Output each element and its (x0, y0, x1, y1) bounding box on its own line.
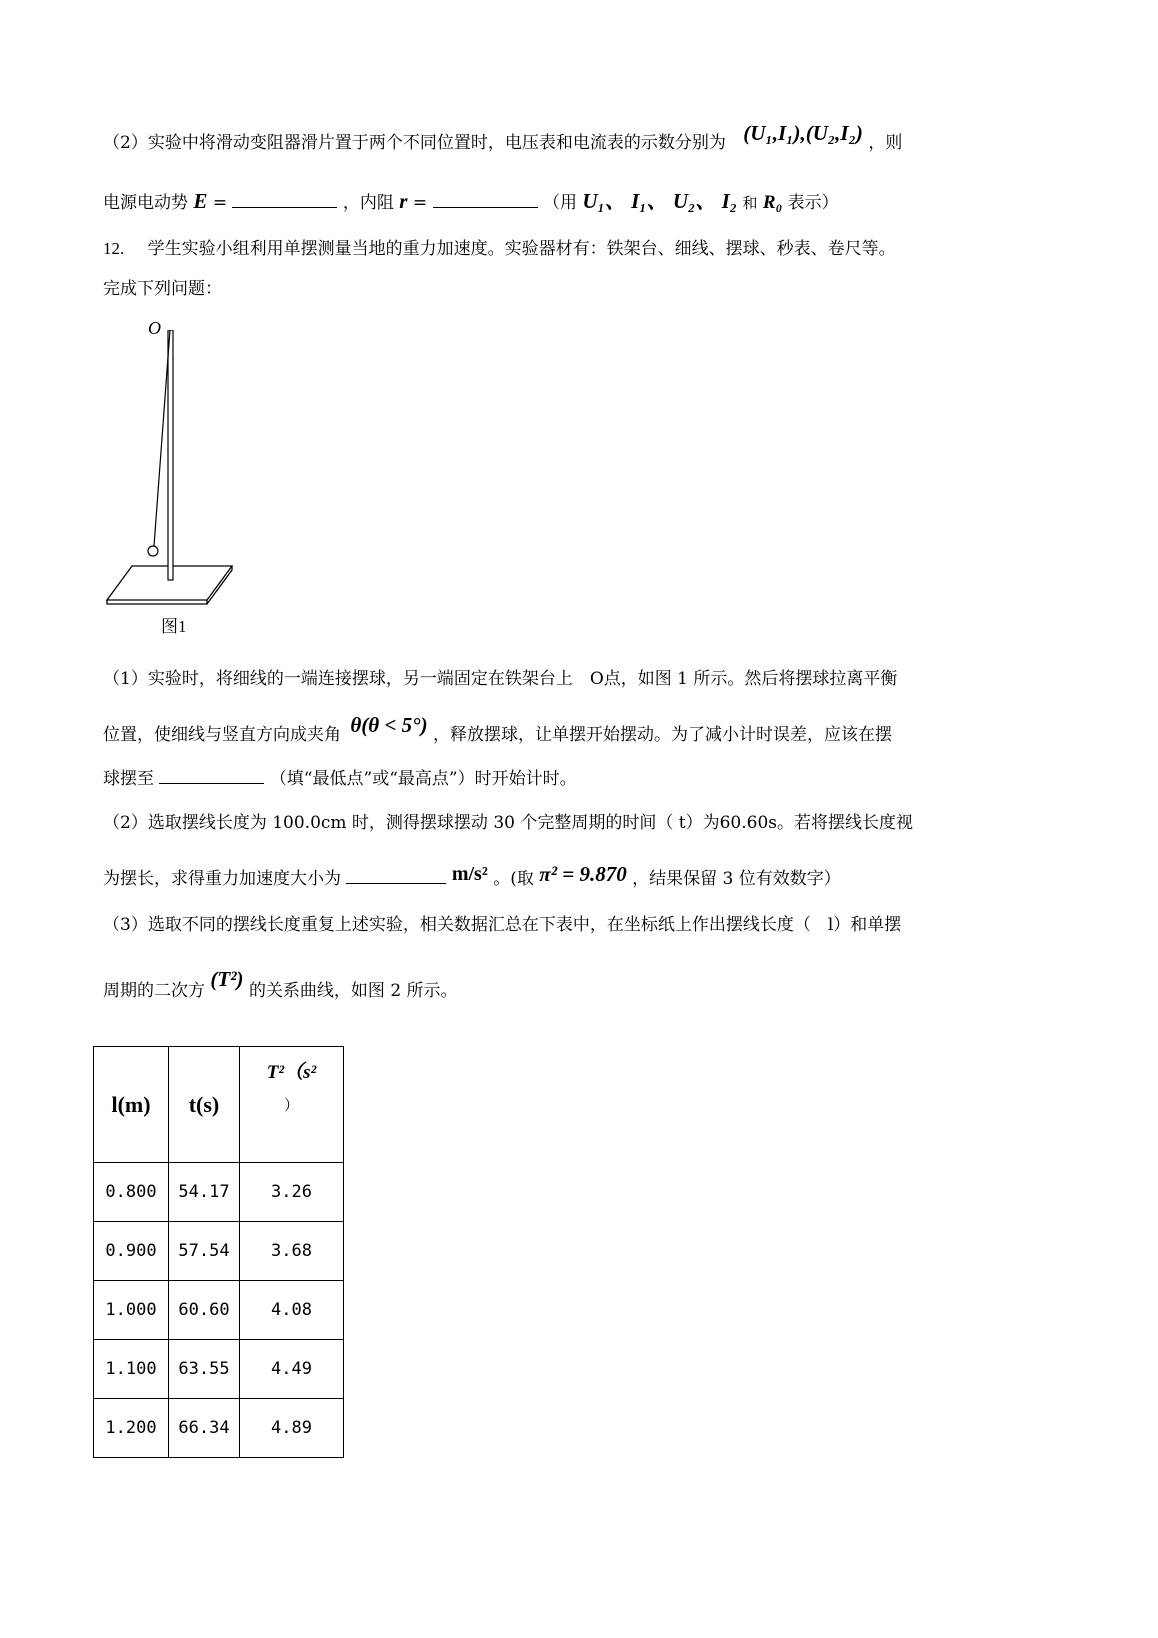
cell-length: 1.000 (94, 1281, 169, 1340)
figure-1-caption: 图1 (161, 617, 187, 636)
stand-rod (168, 330, 173, 580)
table-row (94, 1399, 344, 1458)
table-row (94, 1222, 344, 1281)
pendulum-data-table (93, 1046, 344, 1458)
q12-p2-text-b: 。(取 (493, 869, 534, 889)
prev-part2-line1 (103, 121, 903, 154)
prev-part2-use-text: （用 (542, 193, 577, 213)
q12-p1-text-c: 球摆至 (103, 769, 154, 789)
resistance-symbol: r (399, 189, 408, 213)
and-text: 和 (742, 194, 758, 212)
table-row (94, 1340, 344, 1399)
q12-intro-text: 学生实验小组利用单摆测量当地的重力加速度。实验器材有：铁架台、细线、摆球、秒表、卷尺等。 (147, 239, 896, 259)
q12-p1-text-a: 位置，使细线与竖直方向成夹角 (103, 725, 341, 745)
cell-length: 0.800 (94, 1163, 169, 1222)
gravity-answer-blank[interactable] (346, 865, 446, 884)
header-time: t(s) (169, 1047, 240, 1163)
cell-time: 57.54 (169, 1222, 240, 1281)
pi-squared-value: π² = 9.870 (539, 862, 627, 886)
q12-p1-text-d: （填“最低点”或“最高点”）时开始计时。 (269, 769, 577, 789)
emf-symbol: E (193, 189, 208, 213)
q12-intro-line2: 完成下列问题： (103, 279, 222, 299)
header-period-squared (240, 1047, 344, 1163)
cell-length: 0.900 (94, 1222, 169, 1281)
q12-p3-text-a: 周期的二次方 (103, 981, 205, 1001)
q12-intro-line1 (103, 234, 896, 259)
table-row (94, 1281, 344, 1340)
table-header-row (94, 1047, 344, 1163)
prev-part2-text-b: ，则 (868, 133, 903, 153)
q12-p2-text-c: ，结果保留 3 位有效数字） (632, 869, 841, 889)
q12-p1-line2 (103, 713, 892, 746)
cell-time: 66.34 (169, 1399, 240, 1458)
gravity-unit: m/s² (451, 863, 488, 885)
r0-symbol: R₀ (762, 192, 783, 213)
prev-part2-express-text: 表示） (787, 193, 839, 213)
cell-period-squared: 4.08 (240, 1281, 344, 1340)
resistance-answer-blank[interactable] (433, 189, 538, 208)
prev-part2-readings: (U₁,I₁),(U₂,I₂) (743, 121, 863, 145)
q12-p2-line2 (103, 864, 841, 890)
variables-list: U₁、 I₁、 U₂、 I₂ (582, 189, 738, 213)
cell-time: 63.55 (169, 1340, 240, 1399)
pendulum-bob (148, 546, 158, 556)
cell-time: 54.17 (169, 1163, 240, 1222)
cell-period-squared: 3.26 (240, 1163, 344, 1222)
q12-number: 12. (103, 239, 125, 258)
emf-answer-blank[interactable] (232, 189, 337, 208)
q12-p3-line1: （3）选取不同的摆线长度重复上述实验，相关数据汇总在下表中，在坐标纸上作出摆线长度（ l）和单摆 (103, 915, 902, 935)
q12-p1-line1: （1）实验时，将细线的一端连接摆球，另一端固定在铁架台上 O点，如图 1 所示。然后将摆球拉离平衡 (103, 669, 898, 689)
timing-position-blank[interactable] (159, 765, 264, 784)
header-length: l(m) (94, 1047, 169, 1163)
period-squared-symbol: (T²) (210, 967, 244, 991)
prev-part2-line2 (103, 185, 839, 215)
header-period-squared-b: ） (283, 1096, 299, 1114)
cell-length: 1.100 (94, 1340, 169, 1399)
resistance-equals: = (412, 193, 428, 213)
q12-p2-text-a: 为摆长，求得重力加速度大小为 (103, 869, 341, 889)
figure-1-point-o: O (148, 318, 161, 338)
prev-part2-resistance-text: ，内阻 (342, 193, 394, 213)
q12-p3-text-b: 的关系曲线，如图 2 所示。 (248, 981, 458, 1001)
figure-1-pendulum (100, 330, 250, 660)
q12-p1-line3 (103, 764, 577, 789)
emf-equals: = (212, 193, 228, 213)
cell-period-squared: 4.49 (240, 1340, 344, 1399)
table-row (94, 1163, 344, 1222)
cell-period-squared: 3.68 (240, 1222, 344, 1281)
cell-period-squared: 4.89 (240, 1399, 344, 1458)
prev-part2-text-a: （2）实验中将滑动变阻器滑片置于两个不同位置时，电压表和电流表的示数分别为 (103, 133, 726, 153)
q12-p3-line2 (103, 967, 458, 1002)
prev-part2-emf-text: 电源电动势 (103, 193, 188, 213)
cell-time: 60.60 (169, 1281, 240, 1340)
q12-p1-text-b: ，释放摆球，让单摆开始摆动。为了减小计时误差，应该在摆 (432, 725, 892, 745)
header-period-squared-a: T²（s² (266, 1062, 317, 1083)
q12-p2-line1: （2）选取摆线长度为 100.0cm 时，测得摆球摆动 30 个完整周期的时间（ t）为60.60s。若将摆线长度视 (103, 813, 913, 833)
angle-condition: θ(θ < 5°) (350, 713, 428, 737)
cell-length: 1.200 (94, 1399, 169, 1458)
